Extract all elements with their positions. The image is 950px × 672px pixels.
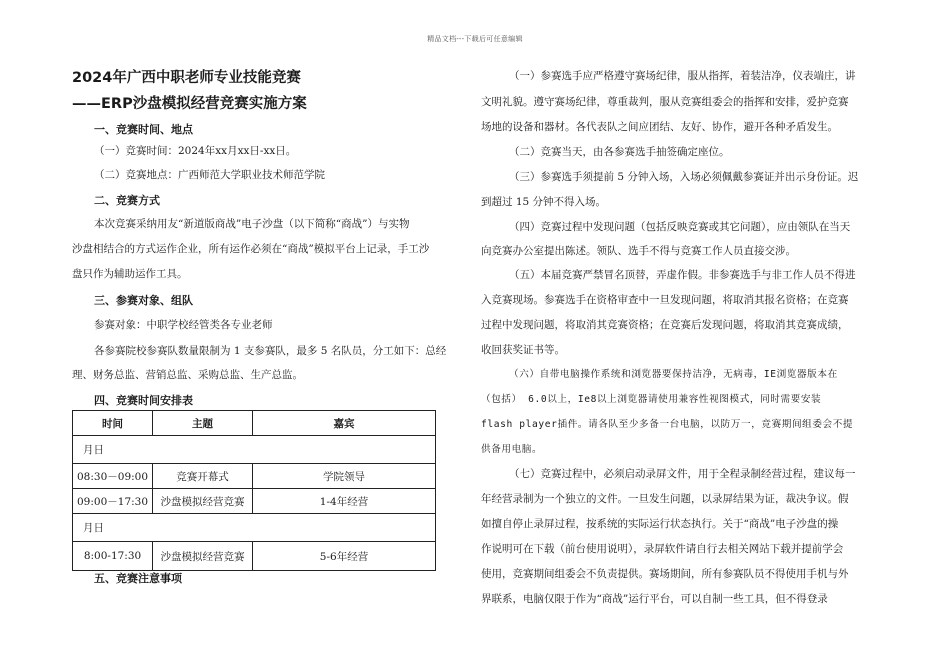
- note-1-line2: 文明礼貌。遵守赛场纪律，尊重裁判，服从竞赛组委会的指挥和安排，爱护竞赛: [481, 96, 849, 108]
- para-target: 参赛对象：中职学校经管类各专业老师: [94, 319, 273, 331]
- section-heading-method: 二、竞赛方式: [94, 194, 160, 207]
- note-5-line4: 收回获奖证书等。: [481, 344, 565, 356]
- table-row: [73, 542, 436, 571]
- para-place: （二）竞赛地点：广西师范大学职业技术师范学院: [94, 169, 325, 181]
- note-1-line1: （一）参赛选手应严格遵守赛场纪律，服从指挥，着装洁净，仪表端庄，讲: [509, 70, 856, 82]
- para-time: （一）竞赛时间：2024年xx月xx日-xx日。: [94, 145, 297, 157]
- day-row: [73, 514, 436, 542]
- note-7-line4: 作说明可在下载（前台使用说明），录屏软件请自行去相关网站下载并提前学会: [481, 543, 844, 555]
- note-7-line6: 界联系，电脑仅限于作为“商战”运行平台，可以自制一些工具，但不得登录: [481, 593, 828, 605]
- cell-topic: 沙盘模拟经营竞赛: [153, 489, 253, 514]
- section-heading-participants: 三、参赛对象、组队: [94, 294, 193, 307]
- header-guest: 嘉宾: [253, 411, 436, 436]
- note-3-line2: 到超过 15 分钟不得入场。: [481, 196, 607, 208]
- note-6-line3: flash player插件。请各队至少多备一台电脑，以防万一，竞赛期间组委会不提: [481, 419, 854, 430]
- day-row: [73, 436, 436, 464]
- note-4-line1: （四）竞赛过程中发现问题（包括反映竞赛或其它问题），应由领队在当天: [509, 221, 851, 233]
- section-heading-time-place: 一、竞赛时间、地点: [94, 123, 193, 136]
- note-3-line1: （三）参赛选手须提前 5 分钟入场，入场必须佩戴参赛证并出示身份证。迟: [509, 171, 859, 183]
- note-2: （二）竞赛当天，由各参赛选手抽签确定座位。: [509, 146, 730, 158]
- cell-time: 08:30－09:00: [73, 464, 153, 489]
- note-5-line1: （五）本届竞赛严禁冒名顶替，弄虚作假。非参赛选手与非工作人员不得进: [509, 269, 856, 281]
- note-1-line3: 场地的设备和器材。各代表队之间应团结、友好、协作，避开各种矛盾发生。: [481, 121, 838, 133]
- cell-time: 09:00－17:30: [73, 489, 153, 514]
- schedule-header-row: [73, 411, 436, 436]
- para-team-line1: 各参赛院校参赛队数量限制为 1 支参赛队，最多 5 名队员，分工如下：总经: [94, 345, 447, 357]
- header-topic: 主题: [153, 411, 253, 436]
- doc-title-line2: ——ERP沙盘模拟经营竞赛实施方案: [72, 96, 307, 112]
- note-6-line4: 供备用电脑。: [481, 444, 543, 455]
- para-team-line2: 理、财务总监、营销总监、采购总监、生产总监。: [72, 369, 303, 381]
- cell-guest: 5-6年经营: [253, 542, 436, 571]
- cell-topic: 竞赛开幕式: [153, 464, 253, 489]
- header-note: 精品文档---下载后可任意编辑: [427, 35, 523, 43]
- note-7-line2: 年经营录制为一个独立的文件。一旦发生问题，以录屏结果为证，裁决争议。假: [481, 493, 849, 505]
- note-6-line2: （包括） 6.0以上，Ie8以上浏览器请使用兼容性视图模式，同时需要安装: [481, 394, 822, 405]
- doc-title-line1: 2024年广西中职老师专业技能竞赛: [72, 70, 301, 86]
- cell-topic: 沙盘模拟经营竞赛: [153, 542, 253, 571]
- note-5-line2: 入竞赛现场。参赛选手在资格审查中一旦发现问题，将取消其报名资格；在竞赛: [481, 294, 849, 306]
- cell-time: 8:00-17:30: [73, 542, 153, 571]
- day-label: 月日: [73, 436, 436, 464]
- para-method-line2: 沙盘相结合的方式运作企业，所有运作必须在“商战”模拟平台上记录，手工沙: [72, 243, 430, 255]
- para-method-line1: 本次竞赛采纳用友“新道版商战”电子沙盘（以下简称“商战”）与实物: [94, 218, 410, 230]
- note-7-line5: 使用，竞赛期间组委会不负责提供。赛场期间，所有参赛队员不得使用手机与外: [481, 568, 849, 580]
- note-4-line2: 向竞赛办公室提出陈述。领队、选手不得与竞赛工作人员直接交涉。: [481, 245, 796, 257]
- schedule-table: [72, 410, 436, 571]
- note-5-line3: 过程中发现问题，将取消其竞赛资格；在竞赛后发现问题，将取消其竞赛成绩，: [481, 319, 849, 331]
- section-heading-schedule: 四、竞赛时间安排表: [94, 394, 193, 407]
- table-row: [73, 464, 436, 489]
- note-7-line1: （七）竞赛过程中，必须启动录屏文件，用于全程录制经营过程，建议每一: [509, 468, 856, 480]
- section-heading-notes: 五、竞赛注意事项: [94, 572, 182, 585]
- cell-guest: 学院领导: [253, 464, 436, 489]
- table-row: [73, 489, 436, 514]
- cell-guest: 1-4年经营: [253, 489, 436, 514]
- header-time: 时间: [73, 411, 153, 436]
- note-6-line1: （六）自带电脑操作系统和浏览器要保持洁净，无病毒，IE浏览器版本在: [509, 369, 838, 380]
- para-method-line3: 盘只作为辅助运作工具。: [72, 268, 188, 280]
- note-7-line3: 如擅自停止录屏过程，按系统的实际运行状态执行。关于“商战”电子沙盘的操: [481, 518, 839, 530]
- day-label: 月日: [73, 514, 436, 542]
